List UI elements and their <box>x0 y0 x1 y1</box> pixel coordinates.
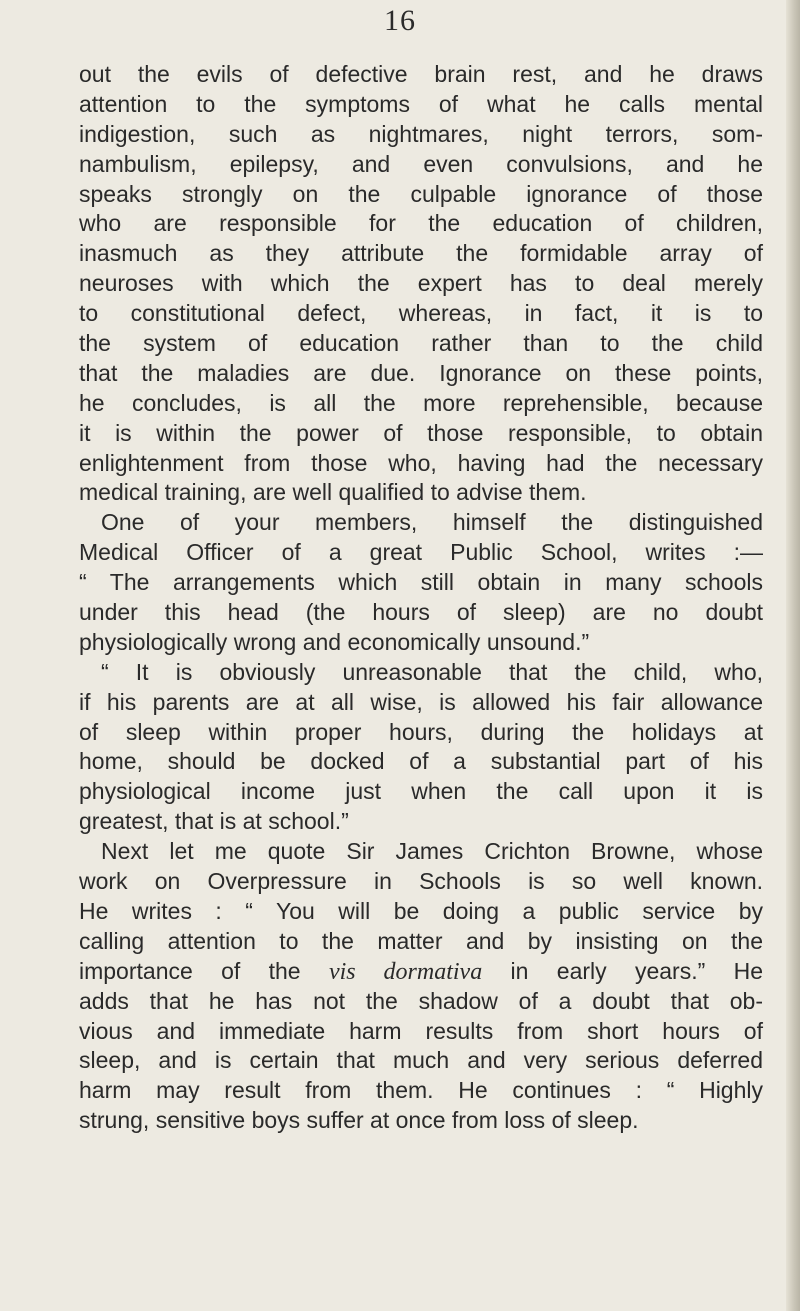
text-line: of sleep within proper hours, during the holidays at <box>79 718 763 745</box>
text-line: enlightenment from those who, having had the necessary <box>79 449 763 476</box>
text-line-rest: in early years.” He <box>482 957 763 984</box>
text-line: out the evils of defective brain rest, and he draws <box>79 61 763 87</box>
body-text <box>79 60 763 1136</box>
text-line: if his parents are at all wise, is allowed his fair allowance <box>79 688 763 715</box>
text-line: who are responsible for the education of children, <box>79 210 763 237</box>
text-line: work on Overpressure in Schools is so well known. <box>79 868 763 895</box>
text-line: calling attention to the matter and by insisting on the <box>79 927 763 954</box>
text-line: nambulism, epilepsy, and even convulsions, and he <box>79 150 763 177</box>
page-number: 16 <box>384 4 416 37</box>
text-line: under this head (the hours of sleep) are no doubt <box>79 599 763 626</box>
text-line: physiological income just when the call upon it is <box>79 778 763 805</box>
text-line: inasmuch as they attribute the formidable array of <box>79 240 763 267</box>
text-line: One of your members, himself the distinguished <box>101 509 763 536</box>
text-line: adds that he has not the shadow of a doubt that ob- <box>79 987 763 1014</box>
text-line: He writes : “ You will be doing a public service by <box>79 897 763 924</box>
text-line: “ The arrangements which still obtain in many schools <box>79 569 763 596</box>
text-line: to constitutional defect, whereas, in fact, it is to <box>79 300 763 327</box>
text-line: greatest, that is at school.” <box>79 808 349 835</box>
text-line: harm may result from them. He continues : “ Highly <box>79 1077 763 1104</box>
text-line: the system of education rather than to the child <box>79 330 763 357</box>
text-line: sleep, and is certain that much and very serious deferred <box>79 1047 763 1074</box>
text-line: importance of the vis dormativa in early years.” He <box>79 957 763 985</box>
text-line: Next let me quote Sir James Crichton Browne, whose <box>101 838 763 865</box>
text-line: physiologically wrong and economically unsound.” <box>79 628 590 655</box>
italic-phrase: vis dormativa <box>328 958 483 985</box>
text-line: “ It is obviously unreasonable that the child, who, <box>101 658 763 685</box>
text-line: it is within the power of those responsible, to obtain <box>79 419 763 446</box>
text-line: Medical Officer of a great Public School, writes :— <box>79 539 763 566</box>
text-line: vious and immediate harm results from short hours of <box>79 1017 763 1044</box>
text-line: speaks strongly on the culpable ignorance of those <box>79 180 763 207</box>
text-line: strung, sensitive boys suffer at once from loss of sleep. <box>79 1107 639 1134</box>
text-line: indigestion, such as nightmares, night terrors, som- <box>79 120 763 147</box>
page-edge-shadow <box>786 0 800 1311</box>
text-line: home, should be docked of a substantial part of his <box>79 748 763 775</box>
text-line: medical training, are well qualified to advise them. <box>79 479 587 506</box>
text-line: he concludes, is all the more reprehensible, because <box>79 389 763 416</box>
text-line: attention to the symptoms of what he calls mental <box>79 90 763 117</box>
text-line: that the maladies are due. Ignorance on these points, <box>79 359 763 386</box>
text-line: neuroses with which the expert has to deal merely <box>79 270 763 297</box>
